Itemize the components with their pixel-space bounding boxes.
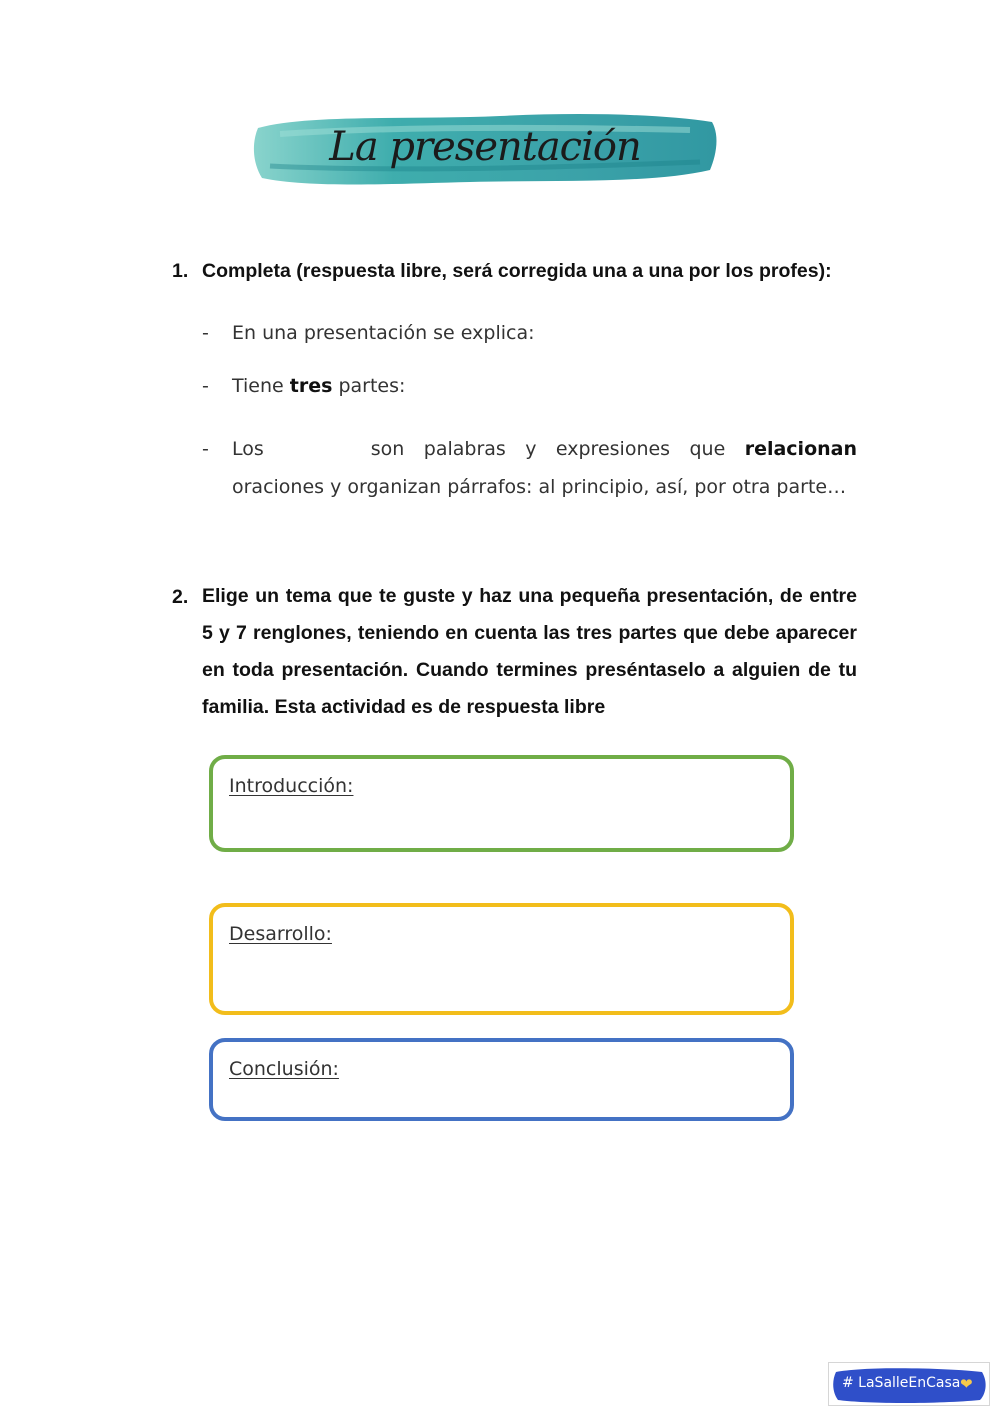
bullet-text: En una presentación se explica:: [232, 322, 535, 344]
question-text: Completa (respuesta libre, será corregida una a una por los profes):: [202, 260, 832, 282]
text-fragment: Tiene: [232, 375, 290, 397]
conclusion-box[interactable]: [209, 1038, 794, 1121]
lasalle-logo: [828, 1362, 990, 1406]
bold-word: relacionan: [744, 438, 857, 460]
intro-input[interactable]: [225, 807, 778, 840]
question-number: 2.: [172, 586, 189, 608]
text-fragment: partes:: [332, 375, 406, 397]
desarrollo-input[interactable]: [225, 955, 778, 1003]
desarrollo-label: Desarrollo:: [229, 923, 332, 945]
question-text: Elige un tema que te guste y haz una pequeña presentación, de entre 5 y 7 renglones, teniendo en cuenta las tres partes que debe aparecer en toda presentación. Cuando termines preséntaselo a alguien de tu familia. Esta actividad es de respuesta libre: [202, 585, 857, 718]
conclusion-label: Conclusión:: [229, 1058, 339, 1080]
heart-icon: ❤: [960, 1375, 973, 1393]
text-fragment: son palabras y expresiones que: [370, 438, 745, 460]
bullet-dash: -: [202, 322, 209, 344]
logo-text: # LaSalleEnCasa: [842, 1375, 961, 1391]
text-fragment: Los: [232, 438, 264, 460]
conclusion-input[interactable]: [225, 1090, 778, 1109]
bullet-dash: -: [202, 438, 209, 460]
desarrollo-box[interactable]: [209, 903, 794, 1015]
intro-label: Introducción:: [229, 775, 354, 797]
bold-word: tres: [289, 375, 333, 397]
title-banner: [250, 100, 720, 194]
bullet-text: [232, 430, 857, 506]
bullet-dash: -: [202, 375, 209, 397]
bullet-text: [232, 367, 857, 405]
page-title: La presentación: [329, 124, 641, 170]
text-fragment: oraciones y organizan párrafos: al principio, así, por otra parte…: [232, 476, 847, 498]
intro-box[interactable]: [209, 755, 794, 852]
question-number: 1.: [172, 260, 189, 282]
